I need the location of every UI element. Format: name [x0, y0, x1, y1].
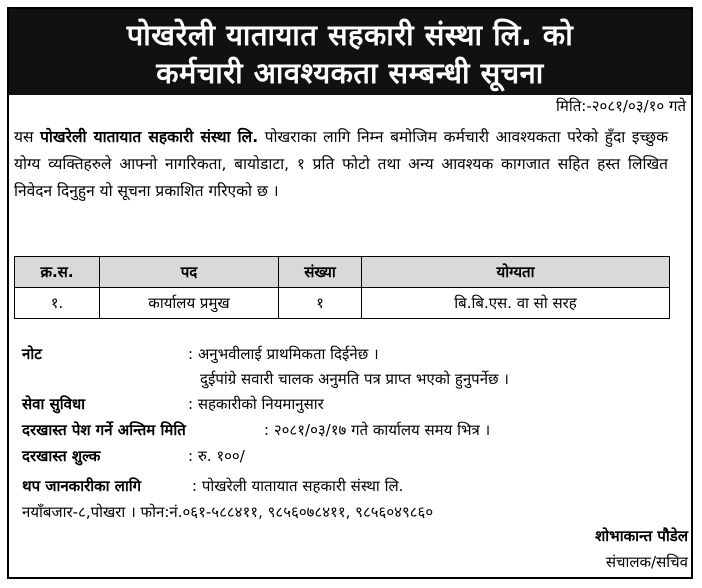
col-header-count: संख्या	[279, 257, 362, 288]
cell-serial: १.	[15, 288, 100, 319]
fee-row	[22, 446, 245, 466]
intro-prefix: यस	[14, 128, 34, 146]
contact-row	[22, 476, 403, 496]
table-header-row	[15, 257, 670, 288]
table-row	[15, 288, 670, 319]
col-header-post: पद	[100, 257, 279, 288]
fee-label: दरखास्त शुल्क	[22, 447, 101, 465]
cell-count: १	[279, 288, 362, 319]
signatory-title: संचालक/सचिव	[605, 553, 688, 571]
contact-value: : पोखरेली यातायात सहकारी संस्था लि.	[192, 477, 404, 495]
notice-date: मिति:-२०८१/०३/१० गते	[555, 97, 686, 115]
facility-row	[22, 394, 324, 414]
cell-post: कार्यालय प्रमुख	[100, 288, 279, 319]
notice-header	[9, 9, 691, 95]
address-row	[22, 502, 433, 522]
deadline-row	[22, 420, 490, 440]
header-title-line1: पोखरेली यातायात सहकारी संस्था लि. को	[126, 18, 574, 52]
intro-paragraph	[14, 124, 668, 205]
address-text: नयाँबजार-८,पोखरा ।	[22, 503, 136, 521]
facility-value: : सहकारीको नियमानुसार	[188, 395, 324, 413]
col-header-serial: क्र.स.	[15, 257, 100, 288]
vacancy-table	[14, 256, 670, 319]
note-line2: दुईपांग्रे सवारी चालक अनुमति पत्र प्राप्त भएको हुनुपर्नेछ ।	[200, 370, 509, 388]
intro-body: पोखराका लागि निम्न बमोजिम कर्मचारी आवश्यकता परेको हुँदा इच्छुक योग्य व्यक्तिहरुले आफ्नो नागरिकता, बायोडाटा, १ प्रति फोटो तथा अन्य आवश्यक कागजात सहित हस्त लिखित निवेदन दिनुहुन यो सूचना प्रकाशित गरिएको छ ।	[14, 128, 668, 200]
phone-text: फोन:नं.०६१-५८८४११, ९८५६०७८४११, ९८५६०४९८६०	[140, 503, 434, 521]
deadline-label: दरखास्त पेश गर्ने अन्तिम मिति	[22, 421, 186, 439]
contact-label: थप जानकारीका लागि	[22, 477, 142, 495]
cell-qualification: बि.बि.एस. वा सो सरह	[362, 288, 670, 319]
note-row	[22, 344, 379, 364]
signatory-name: शोभाकान्त पौडेल	[595, 527, 688, 545]
note-line1: : अनुभवीलाई प्राथमिकता दिईनेछ ।	[188, 345, 379, 363]
header-title-line2: कर्मचारी आवश्यकता सम्बन्धी सूचना	[156, 56, 544, 90]
fee-value: : रु. १००/	[188, 447, 245, 465]
note-label: नोट	[22, 345, 42, 363]
deadline-value: : २०८१/०३/१७ गते कार्यालय समय भित्र ।	[264, 421, 491, 439]
col-header-qualification: योग्यता	[362, 257, 670, 288]
intro-org-name: पोखरेली यातायात सहकारी संस्था लि.	[40, 128, 259, 146]
facility-label: सेवा सुविधा	[22, 395, 86, 413]
